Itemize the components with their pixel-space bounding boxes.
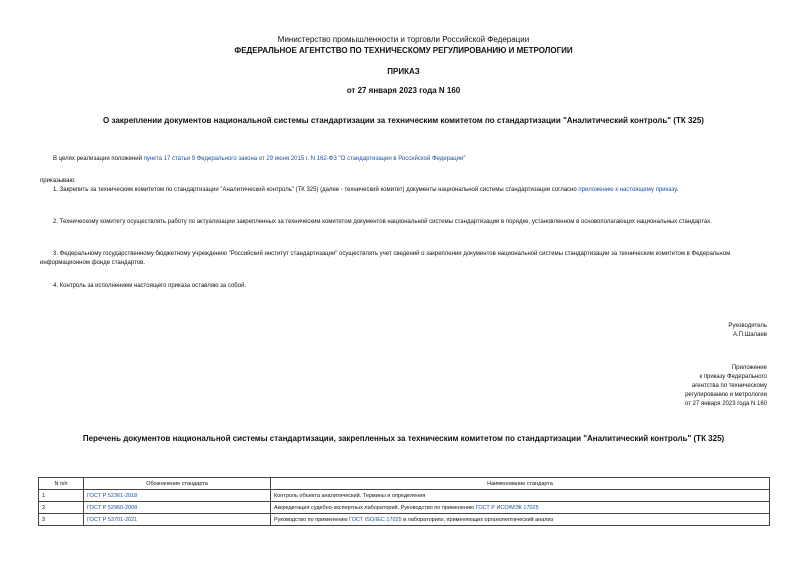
list-title: Перечень документов национальной системы стандартизации, закрепленных за техническим комитетом по стандартизации "Аналитический контроль" (ТК 325) <box>82 434 725 443</box>
order-item-2: 2. Техническому комитету осуществлять работу по актуализации закрепленных за техническим комитетом документов национальной системы стандартизации в порядке, установленном в основополагающих национальных стандартах. <box>53 219 712 225</box>
row-number: 1 <box>39 490 84 502</box>
order-item-4: 4. Контроль за исполнением настоящего приказа оставляю за собой. <box>53 283 247 289</box>
agency-name: ФЕДЕРАЛЬНОЕ АГЕНТСТВО ПО ТЕХНИЧЕСКОМУ РЕГУЛИРОВАНИЮ И МЕТРОЛОГИИ <box>234 46 573 55</box>
appendix-link[interactable]: приложению к настоящему приказу <box>578 187 677 193</box>
standard-name-end: в лабораториях, применяющих органолептический анализ <box>401 516 554 523</box>
appendix-note-line: от 27 января 2023 года N 160 <box>685 401 767 407</box>
order-title: О закреплении документов национальной системы стандартизации за техническим комитетом по стандартизации "Аналитический контроль" (ТК 325) <box>103 116 704 125</box>
standard-code-link[interactable]: ГОСТ Р 53701-2021 <box>87 516 138 523</box>
order-item-1-end: . <box>676 187 679 193</box>
order-item-3: 3. Федеральному государственному бюджетному учреждению "Российский институт стандартизации" осуществлять учет сведений о закреплении документов национальной системы стандартизации за техническим комитетом в Федеральном информационном фонде стандартов. <box>40 251 731 266</box>
table-row <box>39 514 770 526</box>
standards-table <box>38 477 770 526</box>
row-number: 2 <box>39 502 84 514</box>
header-number: N п/п <box>39 478 84 490</box>
row-code-cell <box>84 502 271 514</box>
row-number: 3 <box>39 514 84 526</box>
document-type: ПРИКАЗ <box>387 67 420 76</box>
order-item-1 <box>40 186 770 195</box>
standard-name: Руководство по применению <box>274 516 350 523</box>
standard-name: Контроль объекта аналитический. Термины и определения <box>274 492 426 499</box>
row-name-cell <box>271 514 770 526</box>
standard-reference-link[interactable]: ГОСТ Р ИСО/МЭК 17025 <box>475 504 539 511</box>
row-code-cell <box>84 514 271 526</box>
appendix-note-line: регулированию и метрологии <box>685 392 767 398</box>
table-header-row <box>39 478 770 490</box>
header-name: Наименование стандарта <box>271 478 770 490</box>
appendix-note <box>685 364 767 409</box>
signature-block <box>728 322 767 340</box>
signature-name: А.П.Шалаев <box>733 332 767 338</box>
row-name-cell <box>271 502 770 514</box>
preamble-paragraph <box>40 155 770 164</box>
table-row <box>39 490 770 502</box>
order-word: приказываю: <box>40 178 76 184</box>
appendix-note-line: агентства по техническому <box>691 383 767 389</box>
standard-name: Аккредитация судебно-экспертных лабораторий. Руководство по применению <box>274 504 476 511</box>
signature-position: Руководитель <box>728 323 767 329</box>
preamble-text: В целях реализации положений <box>53 156 144 162</box>
standard-code-link[interactable]: ГОСТ Р 52361-2018 <box>87 492 138 499</box>
appendix-note-line: Приложение <box>731 365 767 371</box>
row-name-cell <box>271 490 770 502</box>
appendix-note-line: к приказу Федерального <box>699 374 767 380</box>
federal-law-link[interactable]: пункта 17 статьи 9 Федерального закона от 29 июня 2015 г. N 162-ФЗ "О стандартизации в Российской Федерации" <box>143 156 466 162</box>
document-date-number: от 27 января 2023 года N 160 <box>346 86 461 95</box>
order-item-1-text: 1. Закрепить за техническим комитетом по стандартизации "Аналитический контроль" (ТК 325) (далее - технический комитет) документы национальной системы стандартизации согласно <box>53 187 579 193</box>
header-code: Обозначение стандарта <box>84 478 271 490</box>
standard-reference-link[interactable]: ГОСТ ISO/IEC 17025 <box>349 516 402 523</box>
table-row <box>39 502 770 514</box>
standard-code-link[interactable]: ГОСТ Р 52960-2008 <box>87 504 138 511</box>
ministry-name: Министерство промышленности и торговли Российской Федерации <box>277 35 530 44</box>
row-code-cell <box>84 490 271 502</box>
